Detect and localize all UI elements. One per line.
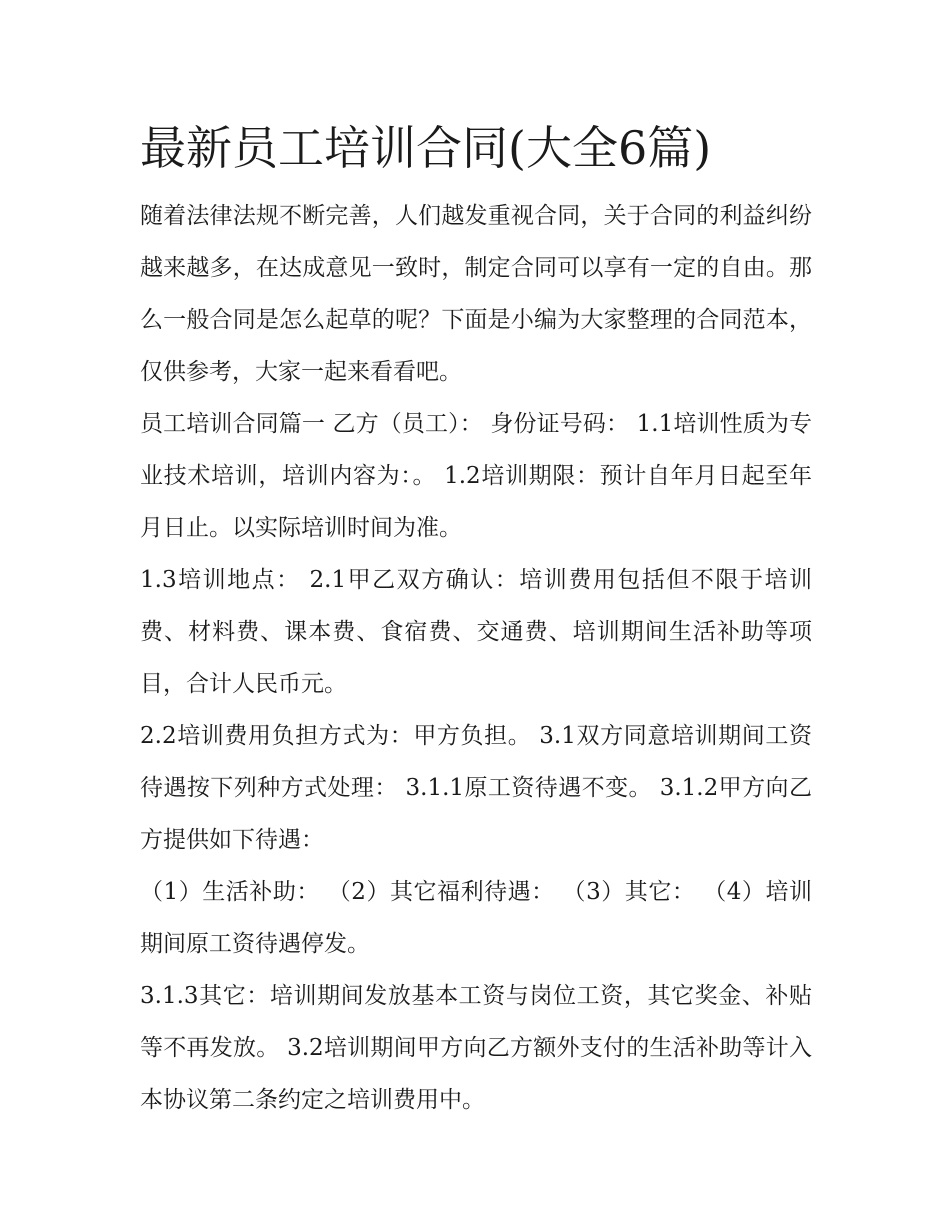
document-body bbox=[140, 112, 812, 1126]
paragraph-contract-part-1: 员工培训合同篇一 乙方（员工）： 身份证号码： 1.1培训性质为专业技术培训，培训内容为：。 1.2培训期限：预计自年月日起至年月日止。以实际培训时间为准。 bbox=[140, 411, 812, 541]
paragraph-training-location-fees: 1.3培训地点： 2.1甲乙双方确认：培训费用包括但不限于培训费、材料费、课本费、食宿费、交通费、培训期间生活补助等项目，合计人民币元。 bbox=[140, 567, 812, 697]
paragraph-intro: 随着法律法规不断完善，人们越发重视合同，关于合同的利益纠纷越来越多，在达成意见一致时，制定合同可以享有一定的自由。那么一般合同是怎么起草的呢？下面是小编为大家整理的合同范本，仅供参考，大家一起来看看吧。 bbox=[140, 203, 812, 385]
paragraph-benefits-list: （1）生活补助： （2）其它福利待遇： （3）其它： （4）培训期间原工资待遇停发。 bbox=[140, 879, 812, 957]
paragraph-other-terms: 3.1.3其它：培训期间发放基本工资与岗位工资，其它奖金、补贴等不再发放。 3.2培训期间甲方向乙方额外支付的生活补助等计入本协议第二条约定之培训费用中。 bbox=[140, 983, 812, 1113]
document-title: 最新员工培训合同(大全6篇) bbox=[140, 121, 712, 175]
paragraph-fee-bearing-wages: 2.2培训费用负担方式为：甲方负担。 3.1双方同意培训期间工资待遇按下列种方式处理： 3.1.1原工资待遇不变。 3.1.2甲方向乙方提供如下待遇： bbox=[140, 723, 812, 853]
